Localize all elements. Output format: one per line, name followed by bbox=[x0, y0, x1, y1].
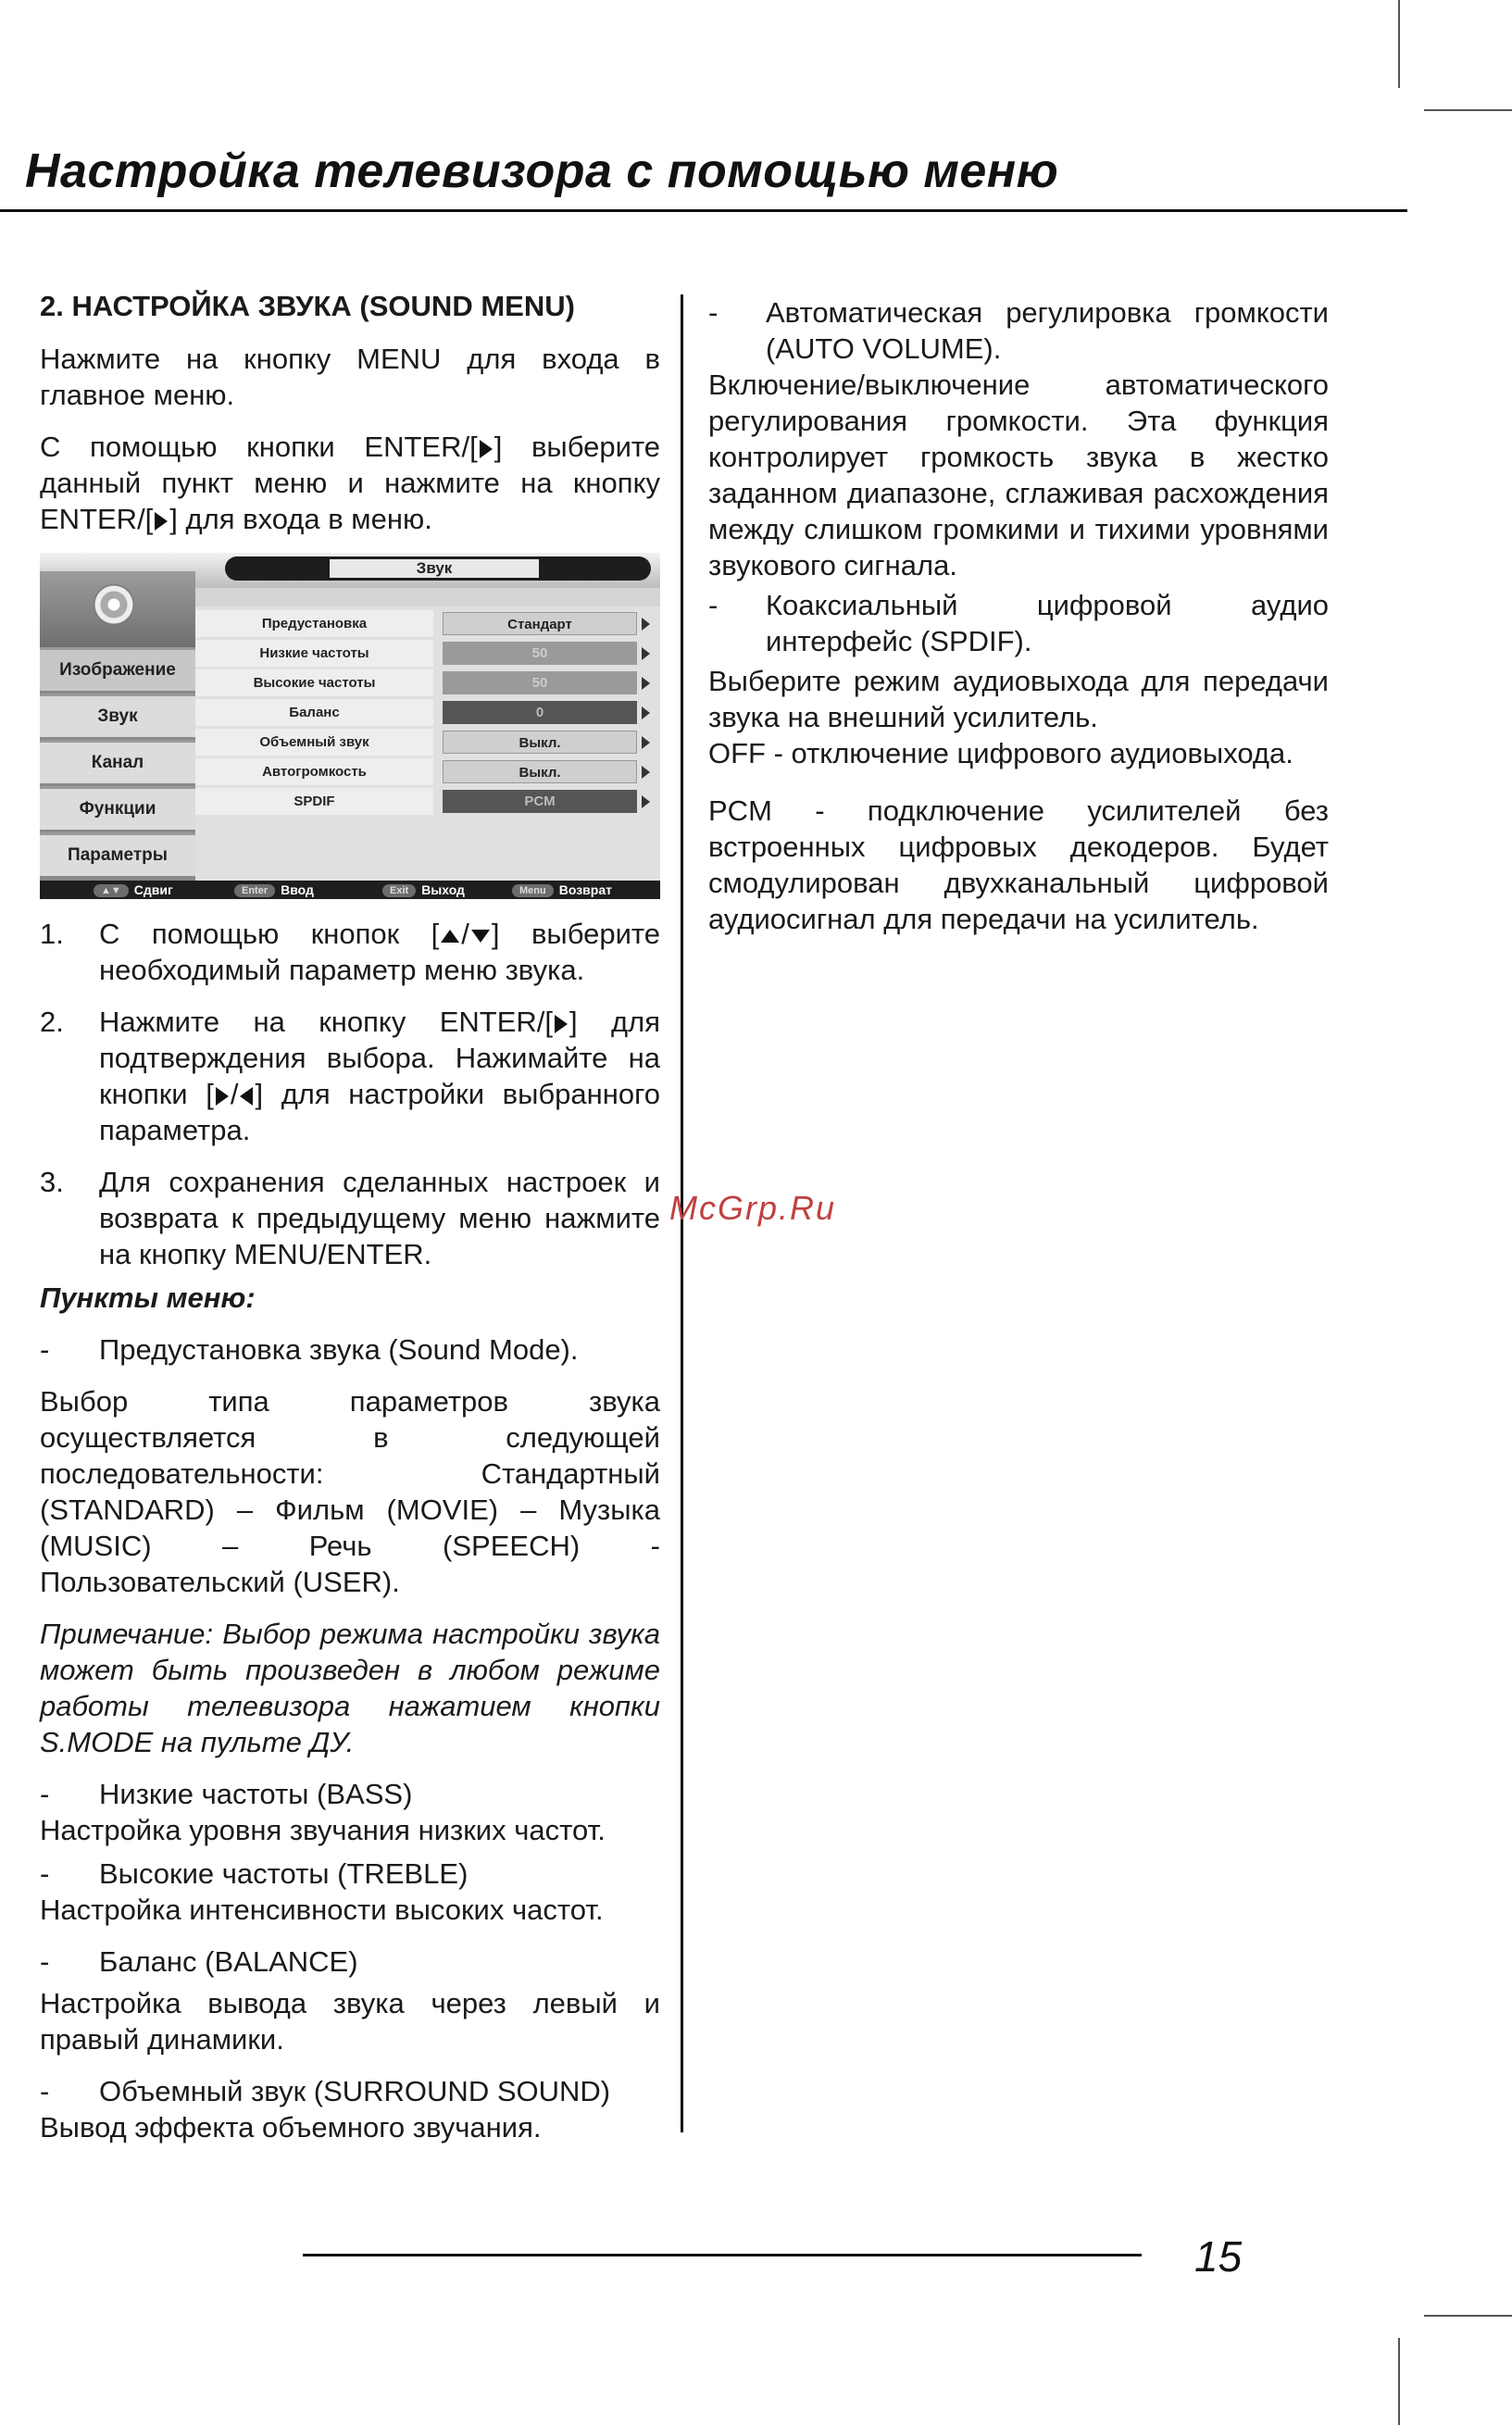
balance-item: Баланс (BALANCE) bbox=[99, 1945, 358, 1978]
tv-hint-label: Ввод bbox=[281, 882, 314, 897]
tv-hint-key: Exit bbox=[382, 884, 416, 897]
section-heading: 2. НАСТРОЙКА ЗВУКА (SOUND MENU) bbox=[40, 290, 575, 322]
list-item bbox=[708, 587, 1329, 659]
step-1-c: ] выберите необходимый параметр меню звука. bbox=[99, 918, 660, 986]
speaker-icon bbox=[94, 584, 134, 625]
dash-marker: - bbox=[40, 1945, 50, 1978]
left-triangle-icon bbox=[240, 1087, 253, 1106]
tv-nav-picture[interactable]: Изображение bbox=[40, 647, 195, 691]
tv-row-value: 50 bbox=[443, 642, 637, 665]
bass-desc: Настройка уровня звучания низких частот. bbox=[40, 1814, 606, 1846]
down-triangle-icon bbox=[471, 930, 490, 943]
watermark: McGrp.Ru bbox=[669, 1189, 837, 1227]
dash-marker: - bbox=[40, 1778, 50, 1810]
dash-marker: - bbox=[40, 1857, 50, 1890]
chevron-right-icon bbox=[642, 677, 650, 690]
tv-menu-title: Звук bbox=[330, 559, 539, 578]
auto-volume-item: Автоматическая регулировка громкости (AUTO VOLUME). bbox=[766, 296, 1329, 365]
tv-menu-title-bar bbox=[225, 556, 651, 581]
step-number: 1. bbox=[40, 918, 64, 950]
tv-row-label: Высокие частоты bbox=[195, 669, 433, 696]
dash-marker: - bbox=[708, 296, 719, 329]
tv-hint-return bbox=[512, 881, 612, 899]
auto-volume-desc: Включение/выключение автоматического регулирования громкости. Эта функция контролирует громкость звука в жестко заданном диапазоне, сглаживая расхождения между слишком громкими и тихими уровнями звукового сигнала. bbox=[708, 369, 1329, 581]
dash-marker: - bbox=[40, 1333, 50, 1366]
tv-nav-sound[interactable]: Звук bbox=[40, 694, 195, 737]
note-text: Примечание: Выбор режима настройки звука может быть произведен в любом режиме работы телевизора нажатием кнопки S.MODE на пульте ДУ. bbox=[40, 1618, 660, 1758]
tv-row-label: Предустановка bbox=[195, 610, 433, 637]
list-item bbox=[40, 1856, 660, 1892]
paragraph-menu: Нажмите на кнопку MENU для входа в главное меню. bbox=[40, 343, 660, 411]
tv-row-label: Автогромкость bbox=[195, 758, 433, 785]
treble-item: Высокие частоты (TREBLE) bbox=[99, 1857, 469, 1890]
tv-hint-enter bbox=[234, 881, 314, 899]
tv-row-value: 0 bbox=[443, 701, 637, 724]
step-1-a: С помощью кнопок [ bbox=[99, 918, 440, 950]
step-2-b: ] для подтверждения выбора. Нажимайте на кнопки [ bbox=[99, 1006, 660, 1110]
tv-hint-label: Выход bbox=[421, 882, 465, 897]
tv-hint-key: Enter bbox=[234, 884, 275, 897]
list-item bbox=[40, 1944, 660, 1980]
step-2-a: Нажмите на кнопку ENTER/[ bbox=[99, 1006, 554, 1038]
right-column bbox=[708, 294, 1329, 937]
balance-desc: Настройка вывода звука через левый и правый динамики. bbox=[40, 1987, 660, 2056]
tv-menu-hint-bar bbox=[40, 881, 660, 899]
page-title: Настройка телевизора с помощью меню bbox=[25, 144, 1059, 198]
crop-mark-top-h bbox=[1424, 109, 1512, 111]
tv-hint-exit bbox=[382, 881, 465, 899]
page-number: 15 bbox=[1194, 2232, 1243, 2281]
tv-row-value: Стандарт bbox=[443, 612, 637, 635]
tv-row-bass[interactable] bbox=[195, 640, 660, 669]
tv-menu-logo bbox=[40, 571, 195, 647]
chevron-right-icon bbox=[642, 736, 650, 749]
tv-nav-channel[interactable]: Канал bbox=[40, 740, 195, 783]
crop-mark-top-v bbox=[1398, 0, 1400, 88]
list-item bbox=[40, 1776, 660, 1812]
paragraph-enter bbox=[40, 429, 660, 537]
tv-row-label: Баланс bbox=[195, 699, 433, 726]
menu-items-heading: Пункты меню: bbox=[40, 1281, 256, 1314]
step-number: 2. bbox=[40, 1006, 64, 1038]
tv-hint-move bbox=[94, 881, 173, 899]
step-1 bbox=[40, 916, 660, 988]
tv-sound-menu-screenshot bbox=[40, 553, 660, 899]
bass-item: Низкие частоты (BASS) bbox=[99, 1778, 413, 1810]
chevron-right-icon bbox=[642, 647, 650, 660]
tv-row-value: PCM bbox=[443, 790, 637, 813]
surround-item: Объемный звук (SURROUND SOUND) bbox=[99, 2075, 611, 2107]
paragraph-enter-c: ] для входа в меню. bbox=[169, 503, 432, 535]
up-triangle-icon bbox=[441, 930, 459, 943]
tv-row-auto-volume[interactable] bbox=[195, 758, 660, 787]
tv-hint-key: ▲▼ bbox=[94, 884, 129, 897]
tv-row-balance[interactable] bbox=[195, 699, 660, 728]
step-2-c: / bbox=[230, 1078, 239, 1110]
tv-row-label: Объемный звук bbox=[195, 729, 433, 756]
footer-rule bbox=[303, 2254, 1142, 2256]
tv-row-value: Выкл. bbox=[443, 731, 637, 754]
tv-row-treble[interactable] bbox=[195, 669, 660, 698]
chevron-right-icon bbox=[642, 706, 650, 719]
tv-hint-key: Menu bbox=[512, 884, 554, 897]
paragraph-enter-b: ] выберите данный пункт меню и нажмите на кнопку ENTER/[ bbox=[40, 431, 660, 535]
header-rule bbox=[0, 209, 1407, 212]
pcm-desc: PCM - подключение усилителей без встроенных цифровых декодеров. Будет смодулирован двухканальный цифровой аудиосигнал для передачи на усилитель. bbox=[708, 794, 1329, 935]
list-item bbox=[40, 1331, 660, 1368]
right-triangle-icon bbox=[216, 1087, 229, 1106]
tv-row-label: Низкие частоты bbox=[195, 640, 433, 667]
dash-marker: - bbox=[708, 589, 719, 621]
step-number: 3. bbox=[40, 1166, 64, 1198]
right-triangle-icon bbox=[555, 1015, 568, 1033]
right-triangle-icon bbox=[480, 440, 493, 458]
tv-nav-functions[interactable]: Функции bbox=[40, 786, 195, 830]
spdif-desc: Выберите режим аудиовыхода для передачи звука на внешний усилитель. bbox=[708, 665, 1329, 733]
tv-nav-parameters[interactable]: Параметры bbox=[40, 832, 195, 876]
tv-hint-label: Возврат bbox=[558, 882, 612, 897]
tv-row-preset[interactable] bbox=[195, 610, 660, 639]
tv-hint-label: Сдвиг bbox=[133, 882, 173, 897]
left-column bbox=[40, 289, 660, 2145]
treble-desc: Настройка интенсивности высоких частот. bbox=[40, 1894, 604, 1926]
tv-row-value: Выкл. bbox=[443, 760, 637, 783]
chevron-right-icon bbox=[642, 795, 650, 808]
crop-mark-bottom-v bbox=[1398, 2338, 1400, 2425]
list-item bbox=[708, 294, 1329, 367]
step-3 bbox=[40, 1164, 660, 1272]
sound-mode-desc: Выбор типа параметров звука осуществляется в следующей последовательности: Стандартный (STANDARD) – Фильм (MOVIE) – Музыка (MUSIC) – Речь (SPEECH) - Пользовательский (USER). bbox=[40, 1385, 660, 1598]
surround-desc: Вывод эффекта объемного звучания. bbox=[40, 2111, 542, 2144]
step-2 bbox=[40, 1004, 660, 1148]
step-2-d: ] для настройки выбранного параметра. bbox=[99, 1078, 660, 1146]
spdif-item: Коаксиальный цифровой аудио интерфейс (SPDIF). bbox=[766, 589, 1329, 657]
step-3-text: Для сохранения сделанных настроек и возврата к предыдущему меню нажмите на кнопку MENU/ENTER. bbox=[99, 1166, 660, 1270]
sound-mode-item: Предустановка звука (Sound Mode). bbox=[99, 1333, 579, 1366]
step-1-b: / bbox=[461, 918, 469, 950]
dash-marker: - bbox=[40, 2075, 50, 2107]
crop-mark-bottom-h bbox=[1424, 2315, 1512, 2317]
tv-row-surround[interactable] bbox=[195, 729, 660, 757]
tv-menu-settings-panel bbox=[195, 606, 660, 881]
list-item bbox=[40, 2073, 660, 2109]
paragraph-enter-a: С помощью кнопки ENTER/[ bbox=[40, 431, 478, 463]
off-desc: OFF - отключение цифрового аудиовыхода. bbox=[708, 737, 1293, 769]
chevron-right-icon bbox=[642, 618, 650, 631]
chevron-right-icon bbox=[642, 766, 650, 779]
tv-row-value: 50 bbox=[443, 671, 637, 694]
tv-row-label: SPDIF bbox=[195, 788, 433, 815]
right-triangle-icon bbox=[155, 512, 168, 531]
tv-row-spdif[interactable] bbox=[195, 788, 660, 817]
